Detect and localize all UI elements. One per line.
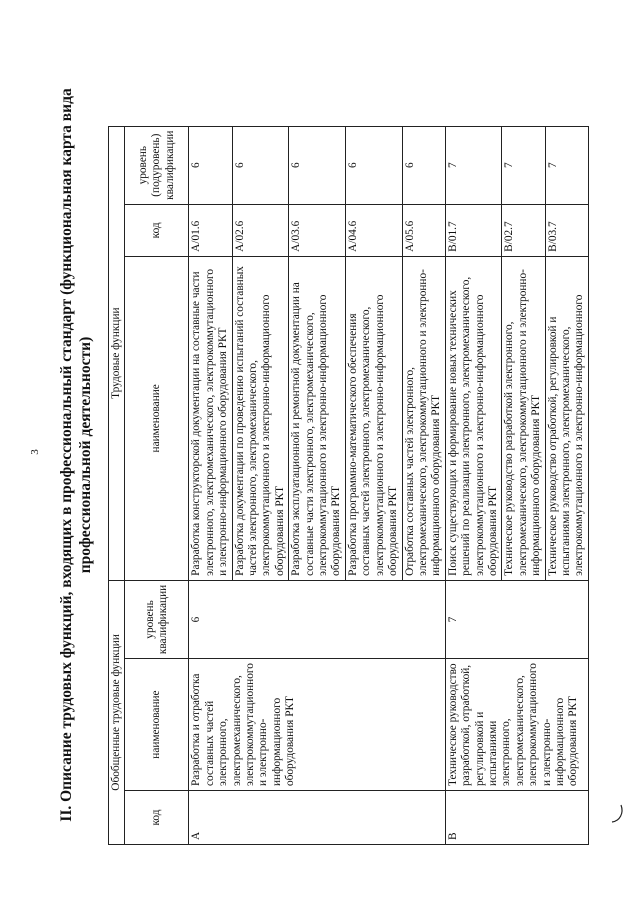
generalized-code-cell: B — [445, 791, 588, 845]
name-header: наименование — [125, 659, 189, 791]
section-heading — [57, 85, 95, 825]
code-header: код — [125, 791, 189, 845]
function-name-cell: Разработка конструкторской документации на составные части электронного, электромеханического, электрокоммутационного и электронно-информационного оборудования РКТ — [189, 256, 232, 580]
function-name-cell: Разработка эксплуатационной и ремонтной документации на составные части электронного, электромеханического, электрокоммутационного и электронно-информационного оборудования РКТ — [289, 256, 346, 580]
function-code-header: код — [125, 204, 189, 256]
function-code-cell: B/01.7 — [445, 204, 502, 256]
function-code-cell: A/01.6 — [189, 204, 232, 256]
function-code-cell: B/03.7 — [545, 204, 588, 256]
function-name-cell: Отработка составных частей электронного, электромеханического, электрокоммутационного и электронно-информационного оборудования РКТ — [402, 256, 445, 580]
heading-line-2: профессиональной деятельности) — [77, 336, 94, 574]
function-level-cell: 6 — [402, 126, 445, 204]
function-name-cell: Техническое руководство отработкой, регулировкой и испытаниями электронного, электромеханического, электрокоммутационного и электронно-информационного — [545, 256, 588, 580]
table-row — [189, 126, 232, 844]
function-name-cell: Разработка программно-математического обеспечения составных частей электронного, электромеханического, электрокоммутационного и электронно-информационного оборудования РКТ — [345, 256, 402, 580]
generalized-level-cell: 6 — [189, 580, 445, 658]
function-name-cell: Техническое руководство разработкой электронного, электромеханического, электрокоммутационного и электронно-информационного оборудования РКТ — [502, 256, 545, 580]
generalized-code-cell: A — [189, 791, 445, 845]
function-name-header: наименование — [125, 256, 189, 580]
table-row — [445, 126, 502, 844]
function-code-cell: A/02.6 — [232, 204, 289, 256]
qualification-level-header: уровень квалификации — [125, 580, 189, 658]
function-name-cell: Разработка документации по проведению испытаний составных частей электронного, электромеханического, электрокоммутационного и электронно-информационного оборудования РКТ — [232, 256, 289, 580]
function-name-cell: Поиск существующих и формирование новых технических решений по реализации электронного, электромеханического, электрокоммутационного и электронно-информационного оборудования РКТ — [445, 256, 502, 580]
function-level-cell: 6 — [232, 126, 289, 204]
generalized-level-cell: 7 — [445, 580, 588, 658]
labor-functions-header: Трудовые функции — [109, 126, 125, 580]
generalized-name-cell: Разработка и отработка составных частей электронного, электромеханического, электрокоммутационного и электронно-информационного оборудования РКТ — [189, 659, 445, 791]
function-level-cell: 6 — [289, 126, 346, 204]
pen-mark-icon — [604, 803, 626, 825]
function-code-cell: A/04.6 — [345, 204, 402, 256]
function-level-cell: 7 — [545, 126, 588, 204]
function-code-cell: A/05.6 — [402, 204, 445, 256]
functional-map-table — [108, 126, 589, 845]
function-level-cell: 6 — [345, 126, 402, 204]
generalized-name-cell: Техническое руководство разработкой, отработкой, регулировкой и испытаниями электронного, электромеханического, электрокоммутационного и электронно-информационного оборудования РКТ — [445, 659, 588, 791]
generalized-functions-header: Обобщенные трудовые функции — [109, 580, 125, 844]
page-number: 3 — [29, 449, 41, 455]
function-level-cell: 7 — [502, 126, 545, 204]
function-level-cell: 6 — [189, 126, 232, 204]
heading-line-1: II. Описание трудовых функций, входящих в профессиональный стандарт (функциональная карта вида — [58, 88, 75, 822]
function-level-header: уровень (подуровень) квалификации — [125, 126, 189, 204]
function-code-cell: A/03.6 — [289, 204, 346, 256]
function-code-cell: B/02.7 — [502, 204, 545, 256]
function-level-cell: 7 — [445, 126, 502, 204]
